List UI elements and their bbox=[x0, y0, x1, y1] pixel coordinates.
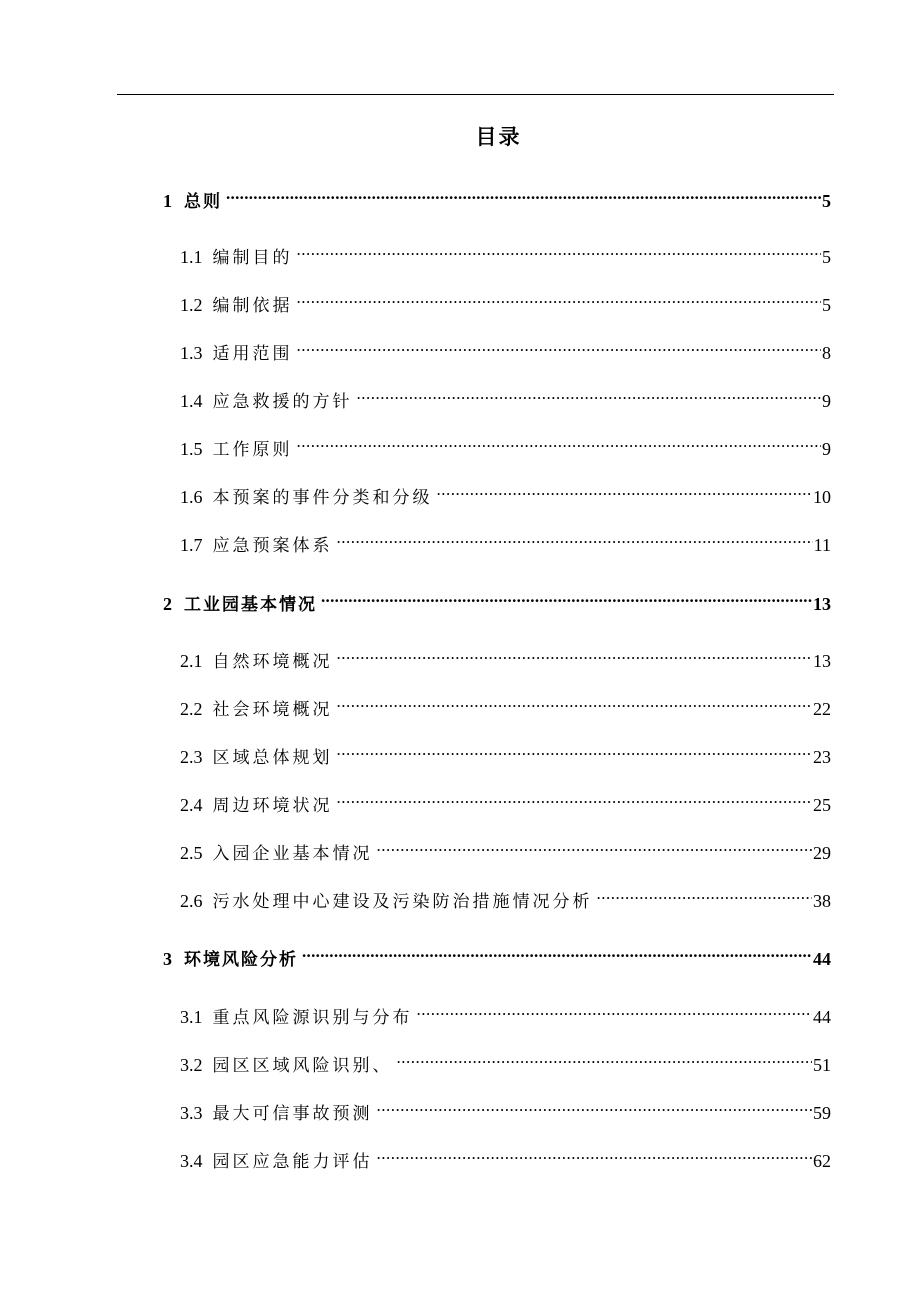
toc-dot-leader bbox=[297, 237, 822, 263]
toc-entry-page: 62 bbox=[812, 1148, 831, 1174]
toc-entry-label: 编制依据 bbox=[212, 296, 293, 316]
toc-entry-label: 社会环境概况 bbox=[212, 700, 333, 720]
toc-entry-2-3[interactable] bbox=[180, 737, 831, 768]
toc-dot-leader bbox=[417, 997, 813, 1023]
toc-entry-number: 1.3 bbox=[180, 343, 203, 363]
toc-entry-page: 29 bbox=[812, 840, 831, 866]
toc-entry-page: 13 bbox=[812, 648, 831, 674]
toc-dot-leader bbox=[302, 939, 812, 965]
toc-entry-1-2[interactable] bbox=[180, 285, 831, 316]
toc-dot-leader bbox=[297, 285, 822, 311]
toc-dot-leader bbox=[321, 584, 812, 610]
toc-entry-number: 2.1 bbox=[180, 651, 203, 671]
toc-dot-leader bbox=[297, 333, 822, 359]
toc-entry-1-7[interactable] bbox=[180, 525, 831, 556]
toc-entry-number: 3 bbox=[163, 949, 172, 969]
toc-dot-leader bbox=[377, 833, 813, 859]
toc-entry-page: 25 bbox=[812, 792, 831, 818]
toc-entry-label: 编制目的 bbox=[212, 248, 293, 268]
toc-dot-leader bbox=[226, 181, 821, 207]
toc-dot-leader bbox=[397, 1045, 813, 1071]
toc-entry-number: 2.3 bbox=[180, 747, 203, 767]
toc-entry-label: 本预案的事件分类和分级 bbox=[212, 488, 433, 508]
toc-entry-label: 应急救援的方针 bbox=[212, 392, 353, 412]
toc-entry-page: 5 bbox=[821, 244, 831, 270]
toc-entry-number: 1.4 bbox=[180, 391, 203, 411]
toc-entry-page: 10 bbox=[812, 484, 831, 510]
toc-entry-number: 3.1 bbox=[180, 1007, 203, 1027]
toc-entry-number: 1.5 bbox=[180, 439, 203, 459]
toc-entry-number: 3.4 bbox=[180, 1151, 203, 1171]
toc-entry-page: 11 bbox=[813, 532, 831, 558]
toc-dot-leader bbox=[337, 525, 813, 551]
toc-entry-3[interactable] bbox=[163, 939, 831, 970]
toc-entry-1[interactable] bbox=[163, 181, 831, 212]
toc-dot-leader bbox=[337, 689, 813, 715]
toc-entry-label: 周边环境状况 bbox=[212, 796, 333, 816]
toc-entry-label: 最大可信事故预测 bbox=[212, 1104, 373, 1124]
toc-entry-page: 5 bbox=[821, 188, 831, 214]
toc-entry-page: 5 bbox=[821, 292, 831, 318]
toc-entry-label: 工业园基本情况 bbox=[184, 595, 317, 615]
toc-entry-1-3[interactable] bbox=[180, 333, 831, 364]
toc-entry-page: 23 bbox=[812, 744, 831, 770]
toc-entry-3-3[interactable] bbox=[180, 1093, 831, 1124]
toc-entry-1-1[interactable] bbox=[180, 237, 831, 268]
toc-entry-label: 环境风险分析 bbox=[184, 950, 298, 970]
toc-entry-1-6[interactable] bbox=[180, 477, 831, 508]
toc-dot-leader bbox=[337, 737, 813, 763]
toc-entry-label: 重点风险源识别与分布 bbox=[212, 1008, 413, 1028]
toc-entry-number: 2 bbox=[163, 594, 172, 614]
toc-entry-3-4[interactable] bbox=[180, 1141, 831, 1172]
toc-entry-label: 园区应急能力评估 bbox=[212, 1152, 373, 1172]
toc-entry-number: 1 bbox=[163, 191, 172, 211]
toc-entry-number: 1.1 bbox=[180, 247, 203, 267]
toc-entry-page: 9 bbox=[821, 388, 831, 414]
toc-entry-label: 区域总体规划 bbox=[212, 748, 333, 768]
toc-entry-2-5[interactable] bbox=[180, 833, 831, 864]
toc-entry-number: 2.4 bbox=[180, 795, 203, 815]
toc-entry-page: 8 bbox=[821, 340, 831, 366]
toc-entry-label: 入园企业基本情况 bbox=[212, 844, 373, 864]
toc-entry-number: 2.2 bbox=[180, 699, 203, 719]
toc-entry-2-6[interactable] bbox=[180, 881, 831, 912]
toc-dot-leader bbox=[337, 641, 813, 667]
toc-entry-3-1[interactable] bbox=[180, 997, 831, 1028]
toc-dot-leader bbox=[377, 1093, 813, 1119]
toc-entry-label: 工作原则 bbox=[212, 440, 293, 460]
toc-entry-page: 44 bbox=[812, 1004, 831, 1030]
toc-entry-1-4[interactable] bbox=[180, 381, 831, 412]
toc-entry-label: 自然环境概况 bbox=[212, 652, 333, 672]
toc-entry-number: 1.2 bbox=[180, 295, 203, 315]
toc-entry-page: 13 bbox=[812, 591, 831, 617]
toc-entry-number: 1.6 bbox=[180, 487, 203, 507]
toc-entry-number: 2.5 bbox=[180, 843, 203, 863]
toc-dot-leader bbox=[297, 429, 822, 455]
toc-dot-leader bbox=[357, 381, 822, 407]
toc-title: 目录 bbox=[475, 125, 522, 149]
toc-entry-page: 59 bbox=[812, 1100, 831, 1126]
toc-entry-number: 3.2 bbox=[180, 1055, 203, 1075]
toc-entry-number: 1.7 bbox=[180, 535, 203, 555]
toc-entry-label: 总则 bbox=[184, 192, 222, 212]
toc-dot-leader bbox=[337, 785, 813, 811]
toc-entry-label: 应急预案体系 bbox=[212, 536, 333, 556]
toc-entry-page: 44 bbox=[812, 946, 831, 972]
toc-dot-leader bbox=[597, 881, 813, 907]
toc-dot-leader bbox=[437, 477, 813, 503]
toc-entry-2-1[interactable] bbox=[180, 641, 831, 672]
toc-entry-number: 3.3 bbox=[180, 1103, 203, 1123]
toc-entry-label: 适用范围 bbox=[212, 344, 293, 364]
toc-entry-label: 污水处理中心建设及污染防治措施情况分析 bbox=[212, 892, 593, 912]
toc-entry-3-2[interactable] bbox=[180, 1045, 831, 1076]
toc-entry-label: 园区区域风险识别、 bbox=[212, 1056, 393, 1076]
toc-dot-leader bbox=[377, 1141, 813, 1167]
toc-entry-page: 9 bbox=[821, 436, 831, 462]
toc-entry-2-4[interactable] bbox=[180, 785, 831, 816]
toc-entry-page: 38 bbox=[812, 888, 831, 914]
toc-entry-2[interactable] bbox=[163, 584, 831, 615]
toc-entry-page: 51 bbox=[812, 1052, 831, 1078]
toc-entry-1-5[interactable] bbox=[180, 429, 831, 460]
toc-entry-page: 22 bbox=[812, 696, 831, 722]
toc-entry-2-2[interactable] bbox=[180, 689, 831, 720]
toc-entry-number: 2.6 bbox=[180, 891, 203, 911]
